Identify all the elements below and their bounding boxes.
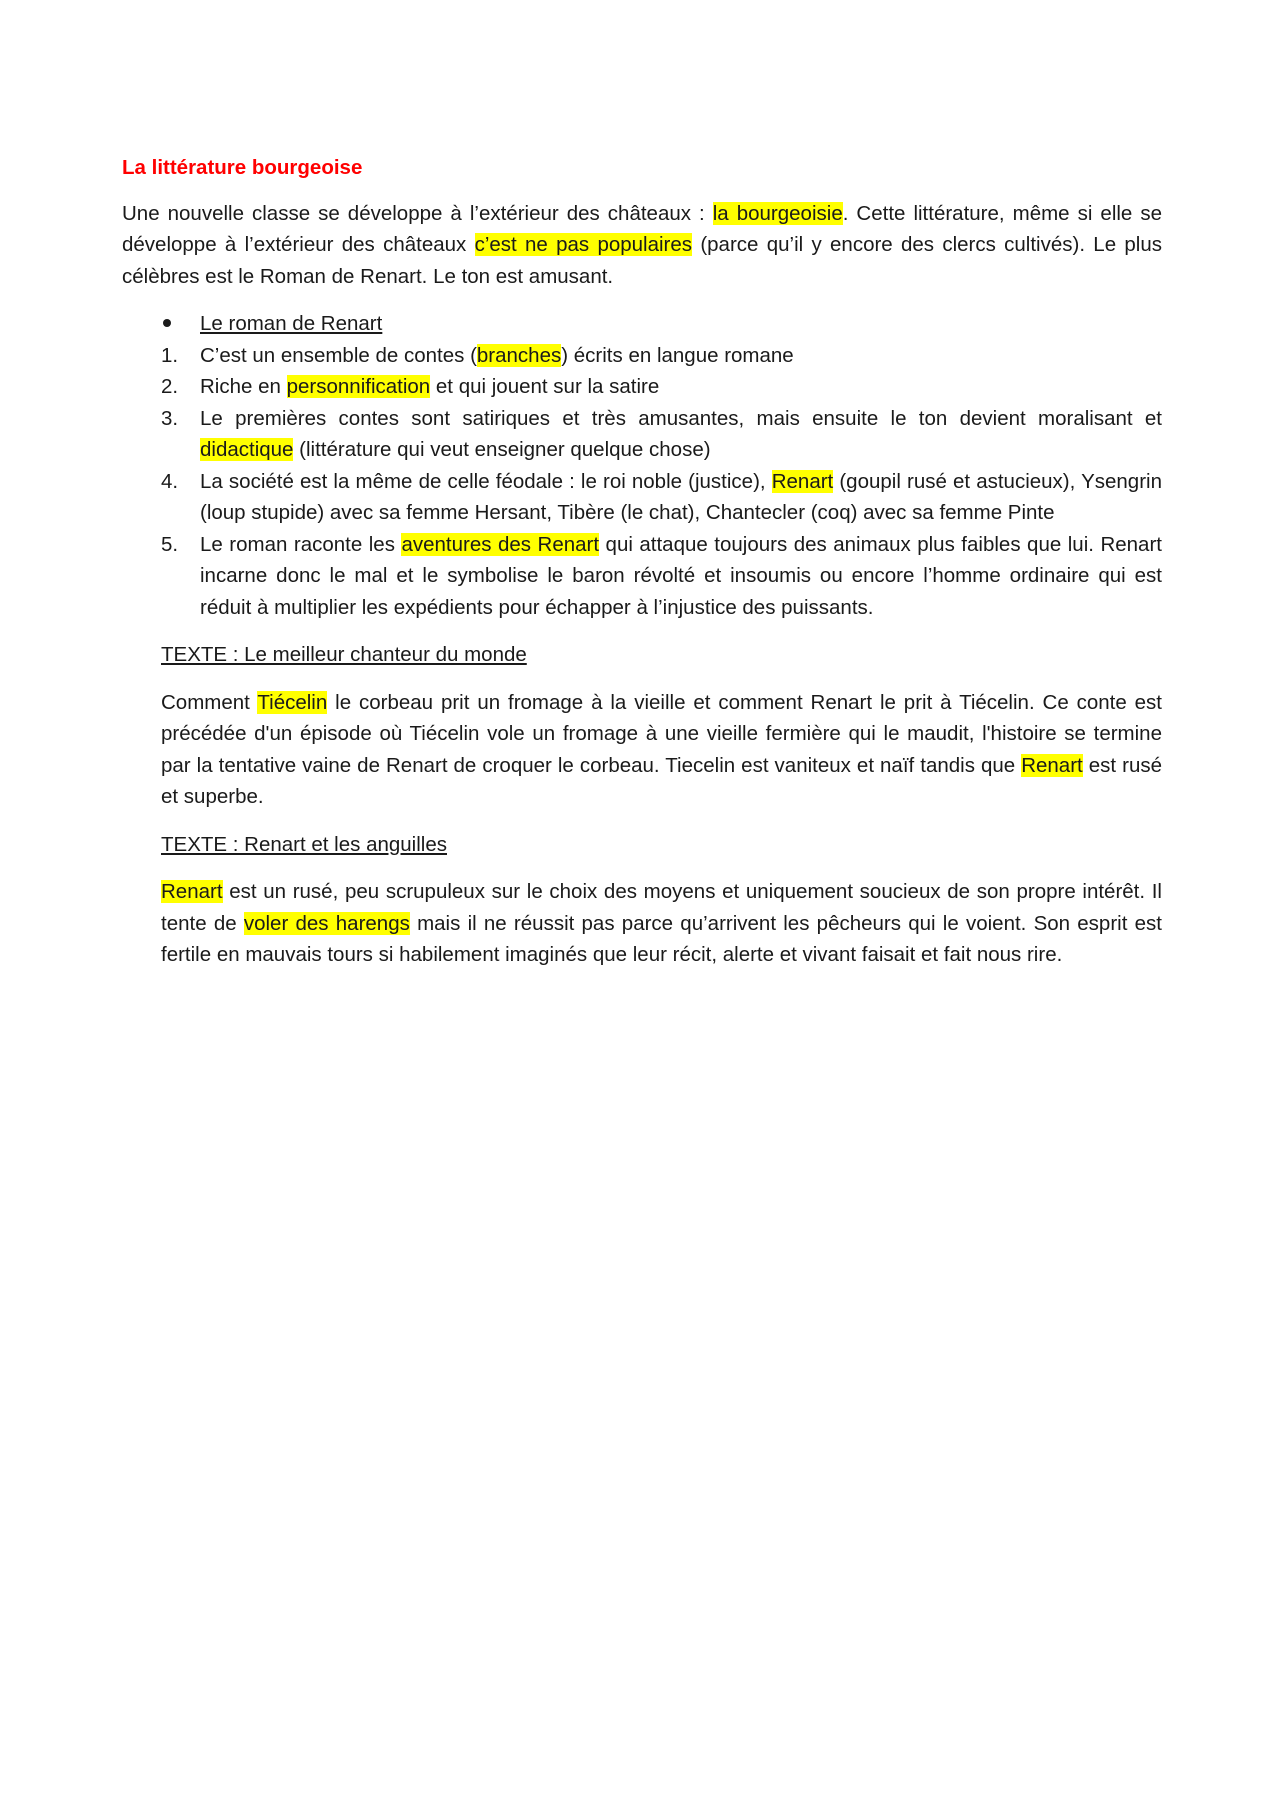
list-highlight: aventures des Renart	[401, 532, 600, 556]
texte1-highlight-2: Renart	[1021, 753, 1083, 777]
list-text: et qui jouent sur la satire	[430, 375, 660, 398]
intro-highlight-1: la bourgeoisie	[712, 201, 843, 225]
intro-text-3: (parce qu’il y encore des clercs cultivés). Le plus célèbres est le Roman de Renart. Le ton est amusant.	[122, 233, 1163, 288]
intro-highlight-2: c’est ne pas populaires	[474, 233, 693, 256]
list-highlight: branches	[476, 343, 562, 367]
intro-text-1: Une nouvelle classe se développe à l’extérieur des châteaux :	[122, 201, 713, 225]
intro-paragraph	[122, 198, 1162, 293]
list-highlight: Renart	[771, 469, 834, 493]
texte1-text-2: le corbeau prit un fromage à la vieille et comment Renart le prit à Tiécelin. Ce conte est précédée d'un épisode où Tiécelin vole un fromage à une vieille fermière qui le maudit, l'histoire se termine par la tentative vaine de Renart de croquer le corbeau. Tiecelin est vaniteux et naïf tandis que	[161, 690, 1162, 777]
list-highlight: personnification	[286, 375, 431, 398]
list-number: 4.	[161, 469, 179, 493]
texte2-heading-line	[161, 829, 1162, 861]
list-item-3	[161, 403, 1162, 466]
texte1-heading-line	[161, 639, 1162, 671]
intro-text-2: . Cette littérature, même si elle se développe à l’extérieur des châteaux	[122, 201, 1162, 256]
list-text: C’est un ensemble de contes (	[200, 343, 477, 367]
list-text: Le roman raconte les	[200, 532, 402, 556]
list-item-1	[161, 340, 1162, 372]
list-text: (goupil rusé et astucieux), Ysengrin (loup stupide) avec sa femme Hersant, Tibère (le chat), Chantecler (coq) avec sa femme Pinte	[200, 469, 1162, 524]
list-item-2	[161, 371, 1162, 403]
list-text: Le premières contes sont satiriques et très amusantes, mais ensuite le ton devient moralisant et	[200, 406, 1162, 430]
list-text: qui attaque toujours des animaux plus faibles que lui. Renart incarne donc le mal et le symbolise le baron révolté et insoumis ou encore l’homme ordinaire qui est réduit à multiplier les expédients pour échapper à l’injustice des puissants.	[200, 532, 1162, 619]
texte1-heading: TEXTE : Le meilleur chanteur du monde	[161, 643, 527, 666]
bullet-label: Le roman de Renart	[200, 312, 383, 335]
list-text: (littérature qui veut enseigner quelque chose)	[293, 438, 711, 461]
list-number: 5.	[161, 532, 179, 556]
list-text: La société est la même de celle féodale : le roi noble (justice),	[200, 469, 772, 493]
list-item-5	[161, 529, 1162, 624]
texte1-text-3: est rusé et superbe.	[161, 753, 1162, 808]
renart-list	[161, 308, 1162, 623]
texte1-highlight-1: Tiécelin	[257, 690, 328, 714]
list-number: 3.	[161, 406, 179, 430]
texte2-heading: TEXTE : Renart et les anguilles	[161, 832, 447, 856]
bullet-dot-icon	[163, 319, 171, 327]
list-item-4	[161, 466, 1162, 529]
bullet-item	[161, 308, 1162, 340]
list-text: Riche en	[200, 375, 287, 398]
texte1-text-1: Comment	[161, 690, 258, 714]
list-text: ) écrits en langue romane	[561, 343, 794, 367]
list-highlight: didactique	[200, 438, 294, 461]
texte2-highlight-2: voler des harengs	[243, 911, 410, 935]
texte2-highlight-1: Renart	[161, 880, 223, 903]
list-number: 1.	[161, 343, 179, 367]
texte2-paragraph	[161, 876, 1162, 971]
texte2-text-1: est un rusé, peu scrupuleux sur le choix des moyens et uniquement soucieux de son propre intérêt. Il tente de	[161, 880, 1162, 935]
texte1-paragraph	[161, 687, 1162, 813]
texte2-text-2: mais il ne réussit pas parce qu’arrivent les pêcheurs qui le voient. Son esprit est fertile en mauvais tours si habilement imaginés que leur récit, alerte et vivant faisait et fait nous rire.	[161, 911, 1162, 966]
document-body	[122, 152, 1162, 987]
document-title: La littérature bourgeoise	[122, 156, 363, 179]
list-number: 2.	[161, 375, 179, 398]
bullet-marker	[161, 308, 193, 340]
